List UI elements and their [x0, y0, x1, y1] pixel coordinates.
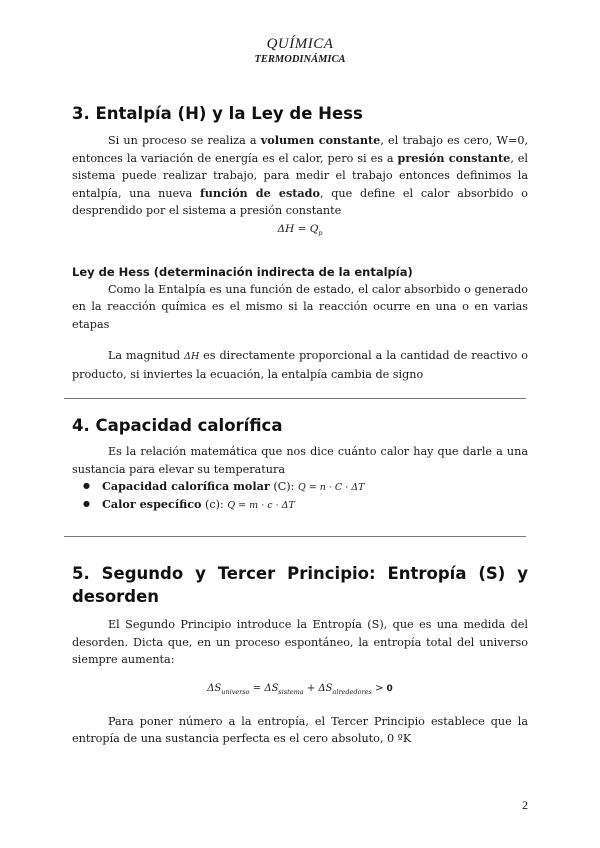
header-subject: QUÍMICA	[266, 36, 334, 52]
formula-main: ΔH = Q	[277, 222, 319, 235]
section-5-title-line-2: desorden	[72, 587, 160, 606]
section-divider	[64, 536, 526, 537]
entropy-formula	[72, 683, 528, 696]
formula-term: ΔS	[207, 682, 222, 694]
text-run: La magnitud	[108, 349, 185, 362]
formula-operator: =	[249, 682, 265, 694]
page-header	[0, 36, 600, 65]
formula-operator: >	[371, 682, 387, 694]
text-run: es directamente proporcional a la cantidad de reactivo o producto, si inviertes la ecuación, la entalpía cambia de signo	[72, 349, 528, 381]
section-3-paragraph	[72, 132, 528, 220]
text-run: , el sistema puede realizar trabajo, para medir el trabajo entonces definimos la entalpía, una nueva	[72, 151, 529, 200]
formula-subscript: p	[318, 228, 323, 237]
text-run: (C):	[269, 480, 298, 493]
formula-term: ΔS	[264, 682, 279, 694]
list-item-label: Calor específico	[102, 497, 202, 511]
section-4-paragraph: Es la relación matemática que nos dice cuánto calor hay que darle a una sustancia para elevar su temperatura	[72, 445, 528, 476]
list-item-formula: Q = m · c · ΔT	[227, 500, 295, 511]
list-item-label: Capacidad calorífica molar	[102, 479, 270, 493]
text-run: , que define el calor absorbido o desprendido por el sistema a presión constante	[72, 186, 528, 217]
hess-paragraph-1: Como la Entalpía es una función de estado, el calor absorbido o generado en la reacción química es el mismo si la reacción ocurre en una o en varias etapas	[72, 282, 528, 331]
hess-law-title: Ley de Hess (determinación indirecta de la entalpía)	[72, 264, 413, 279]
math-delta-h: ΔH	[184, 351, 200, 362]
list-item-formula: Q = n · C · ΔT	[297, 482, 365, 493]
formula-operator: +	[303, 682, 319, 694]
formula-subscript: universo	[221, 687, 250, 696]
list-item	[102, 496, 528, 514]
formula-term: ΔS	[318, 682, 333, 694]
enthalpy-formula	[72, 223, 528, 237]
header-topic: TERMODINÁMICA	[254, 54, 346, 65]
text-run: , el trabajo es cero, W=0, entonces la variación de energía es el calor, pero si es a	[72, 134, 528, 165]
section-4-title: 4. Capacidad calorífica	[72, 416, 283, 435]
section-5-paragraph-1: El Segundo Principio introduce la Entropía (S), que es una medida del desorden. Dicta que, en un proceso espontáneo, la entropía total del universo siempre aumenta:	[72, 618, 528, 666]
formula-subscript: sistema	[278, 687, 304, 696]
section-5-paragraph-2: Para poner número a la entropía, el Tercer Principio establece que la entropía de una sustancia perfecta es el cero absoluto, 0 ºK	[72, 714, 528, 745]
text-run: Si un proceso se realiza a	[108, 134, 261, 147]
list-item	[102, 478, 528, 496]
bold-presion-constante: presión constante	[397, 150, 511, 165]
formula-zero: 0	[386, 683, 393, 694]
heat-capacity-list	[72, 478, 528, 514]
section-divider	[64, 398, 526, 399]
bold-volumen-constante: volumen constante	[260, 133, 381, 147]
formula-subscript: alrededores	[332, 687, 372, 696]
section-5-title-line-1: 5. Segundo y Tercer Principio: Entropía (S) y	[72, 564, 528, 583]
bold-funcion-de-estado: función de estado	[199, 185, 320, 200]
page-content	[72, 98, 528, 748]
page-number: 2	[522, 798, 528, 812]
section-3-title: 3. Entalpía (H) y la Ley de Hess	[72, 104, 363, 123]
hess-paragraph-2	[72, 347, 528, 383]
text-run: (c):	[201, 498, 228, 511]
